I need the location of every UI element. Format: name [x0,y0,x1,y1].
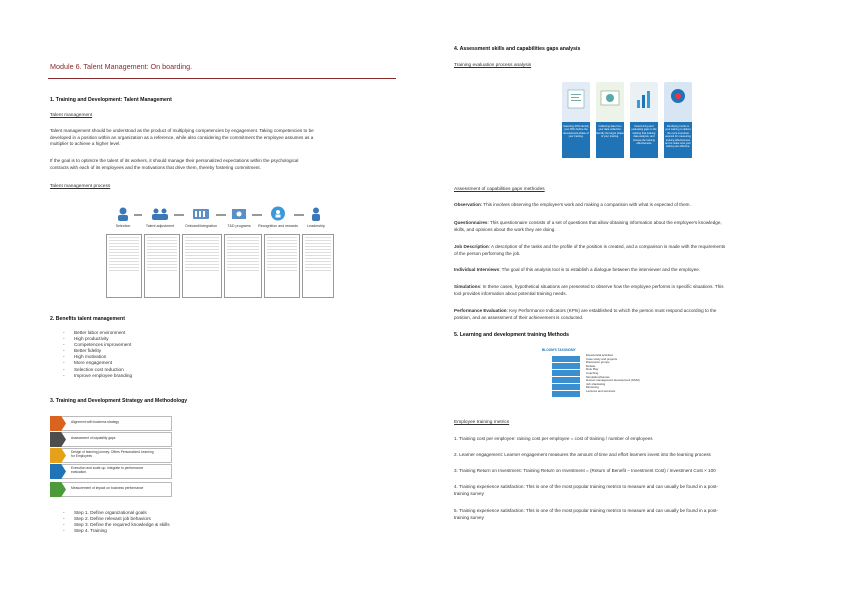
training-icon [230,206,248,221]
method-term: Simulations [454,284,481,289]
bloom-title: BLOOM'S TAXONOMY [542,348,576,352]
process-arrow [174,214,184,216]
stage-description-box [224,234,262,298]
section1-paragraph1 [50,128,314,148]
bloom-item: Experiential activities [586,353,613,357]
kpi-icon [562,82,590,116]
stage-description-box [302,234,334,298]
metric-text: 5. Training experience satisfaction: This is one of the most popular training metrics to measure and can usually be found in a post- [454,508,718,513]
method-text: : This involves observing the employee's work and making a comparison with what is expected of them. [480,202,691,207]
stage-onboard [180,206,222,228]
metric-item [454,436,653,443]
method-text: : In these cases, hypothetical situations are presented to observe how the employee performs in specific situations. This [480,284,724,289]
process-label: Talent management process [50,184,111,189]
bloom-level [552,377,580,383]
method-simulations [454,284,724,297]
bloom-level [552,363,580,369]
section1-subheading: Talent management [50,113,93,118]
metric-text: training survey [454,490,484,496]
title-rule [48,78,396,79]
document-title: Module 6. Talent Management: On boarding. [50,62,193,71]
bloom-item: Human management development (DHM) [586,378,640,383]
leader-icon [307,206,325,221]
list-item: - High productivity [50,336,132,342]
strategy-text: Alignment with business strategy [71,420,120,424]
metric-text: training survey [454,514,484,520]
stage-label: Talent adjustment [145,224,175,228]
section4-subheading: Training evaluation process analysis [454,63,532,68]
stage-label: Leadership [307,224,325,228]
stage-label: Recognition and rewards [258,224,298,228]
process-arrow [294,214,304,216]
process-arrow [252,214,262,216]
strategy-row [50,464,172,479]
method-text: : This questionnaire consists of a set of questions that allow obtaining information about the employee's knowledge, [487,220,722,225]
list-item: - Step 4. Training [50,528,170,534]
process-arrow [134,214,142,216]
method-text: : Key Performance Indicators (KPIs) are established to which the person must respond according to the [506,308,717,313]
stage-description-box [144,234,180,298]
method-term: Observation [454,202,481,207]
talent-process-figure [104,206,334,298]
section1-paragraph2 [50,158,298,171]
analysis-icon [630,82,658,116]
method-interviews [454,267,700,274]
stage-label: Onboard/Integration [185,224,217,228]
metric-text: 2. Learner engagement: Learner engagement measures the amount of time and effort learners invest into the learning process [454,452,711,457]
evaluation-figure [560,82,700,174]
stage-label: T&D programs [227,224,251,228]
people-icon [114,206,132,221]
list-item: - Selection cost reduction [50,367,132,373]
section4-heading: 4. Assessment skills and capabilities gaps analysis [454,46,581,52]
bloom-list [586,354,640,394]
list-item: - Competences improvement [50,342,132,348]
method-text: position, and an assessment of their achievement is conducted. [454,314,584,320]
para-line: If the goal is to optimize the talent of its workers, it should manage their personalized expectations within the psychological [50,158,299,163]
method-term: Job Description [454,244,489,249]
metric-item [454,452,711,459]
bloom-figure [534,346,714,406]
bloom-level [552,370,580,376]
method-term: Performance Evaluation [454,308,507,313]
method-text: skills, and opinions about the work they are doing. [454,226,556,232]
metric-item [454,468,716,475]
steps-list [50,510,170,534]
metric-text: 1. Training cost per employee: raining cost per employee = cost of training / number of employees [454,436,653,441]
stage-td-programs [222,206,256,228]
bloom-item: Simulation/Games [586,374,610,379]
list-item: - High motivation [50,354,132,360]
strategy-text: Design of learning journey. Offers Personalized Learning for Employees [71,450,154,458]
bloom-item: Role Play [586,367,599,372]
card-text: Collecting data from your data collection. Identify the target phase of your training. [596,122,624,158]
chevron-icon [50,482,66,497]
chevron-icon [50,464,66,479]
section5-heading: 5. Learning and development training Methods [454,332,570,338]
section3-heading: 3. Training and Development Strategy and Methodology [50,398,188,404]
list-item: - Better fidelity [50,348,132,354]
stage-leadership [300,206,332,228]
strategy-figure [50,416,172,500]
para-line: Talent management should be understood as the product of multiplying competencies by engagement. Taking competencies to be [50,128,314,133]
section2-heading: 2. Benefits talent management [50,316,125,322]
list-item: - Step 2. Define relevant job behaviors [50,516,170,522]
methods-label: Assessment of capabilities gaps methodes [454,187,545,192]
chevron-icon [50,432,66,447]
method-text: tool provides information about potential training needs. [454,290,567,296]
strategy-row [50,416,172,431]
bloom-level [552,384,580,390]
method-performance [454,308,716,321]
bloom-item: Case study and projects [586,356,618,361]
method-text: : A description of the tasks and the profile of the position is created, and a comparison is made with the requirements [488,244,726,249]
bloom-item: Debate [586,363,596,368]
card-text: Identifying trends in your training to deliver the more important aspects for measuring training effectiveness and to make sure your training are effective. [664,122,692,158]
stage-label: Selection [115,224,131,228]
list-item: - Improve employee branding [50,373,132,379]
stage-selection [108,206,138,228]
list-item: - Step 1. Define organizational goals [50,510,170,516]
metric-item [454,484,718,497]
strategy-row [50,432,172,447]
award-icon [269,206,287,221]
stage-recognition [256,206,300,228]
bloom-item: Mentoring [586,385,599,390]
metric-text: 4. Training experience satisfaction: This is one of the most popular training metrics to measure and can usually be found in a post- [454,484,718,489]
chevron-icon [50,416,66,431]
stage-description-box [106,234,142,298]
list-item: - Step 3. Define the required knowledge & skills [50,522,170,528]
para-line: multiplier to achieve a higher level. [50,141,121,147]
bloom-item: Job shadowing [586,381,606,386]
bloom-level [552,391,580,397]
benefits-list [50,330,132,379]
chevron-icon [50,448,66,463]
stage-talent-adjustment [142,206,178,228]
strategy-row [50,448,172,463]
stage-description-box [264,234,300,298]
strategy-text: Assessment of capability gaps [71,436,116,440]
metric-text: 3. Training Return on Investment: Training Return on Investment = (Return of Benefit – Investment Cost) / Investment Cost × 100 [454,468,716,473]
section1-heading: 1. Training and Development: Talent Management [50,97,172,103]
metrics-label: Employee training metrics [454,420,510,425]
bloom-item: Coaching [586,370,599,375]
method-term: Individual Interviews [454,267,500,272]
method-term: Questionnaires [454,220,488,225]
team-icon [192,206,210,221]
para-line: developed in a position within an organization as a reference, while also considering the commitment the employee assumes as a [50,134,314,140]
right-page [424,0,848,599]
method-questionnaires [454,220,722,233]
group-icon [151,206,169,221]
bloom-level [552,356,580,362]
method-job-description [454,244,725,257]
metric-item [454,508,718,521]
list-item: - More engagement [50,360,132,366]
method-observation [454,202,691,209]
para-line: contracts with each of its employees and the motivations that drive them, thereby fostering commitment. [50,164,261,170]
method-text: : The goal of this analysis tool is to establish a dialogue between the interviewer and the employee. [499,267,701,272]
list-item: - Better labor environment [50,330,132,336]
bloom-item: Lectures and seminars [586,388,616,393]
method-text: of the person performing the job. [454,250,521,256]
card-text: Determining and evaluating gaps in the training that training data analysis, and choose the training effectiveness [630,122,658,158]
data-icon [596,82,624,116]
strategy-row [50,482,172,497]
bloom-item: Discussion groups [586,360,610,365]
card-text: Selecting 20% identify your KPIs before the development phase of your training. [562,122,590,158]
trends-icon [664,82,692,116]
strategy-text: Measurement of impact on business performance [71,486,144,490]
strategy-text: Execution and scale-up. Integrate to performance evaluation. [71,466,144,474]
stage-description-box [182,234,222,298]
process-arrow [216,214,226,216]
